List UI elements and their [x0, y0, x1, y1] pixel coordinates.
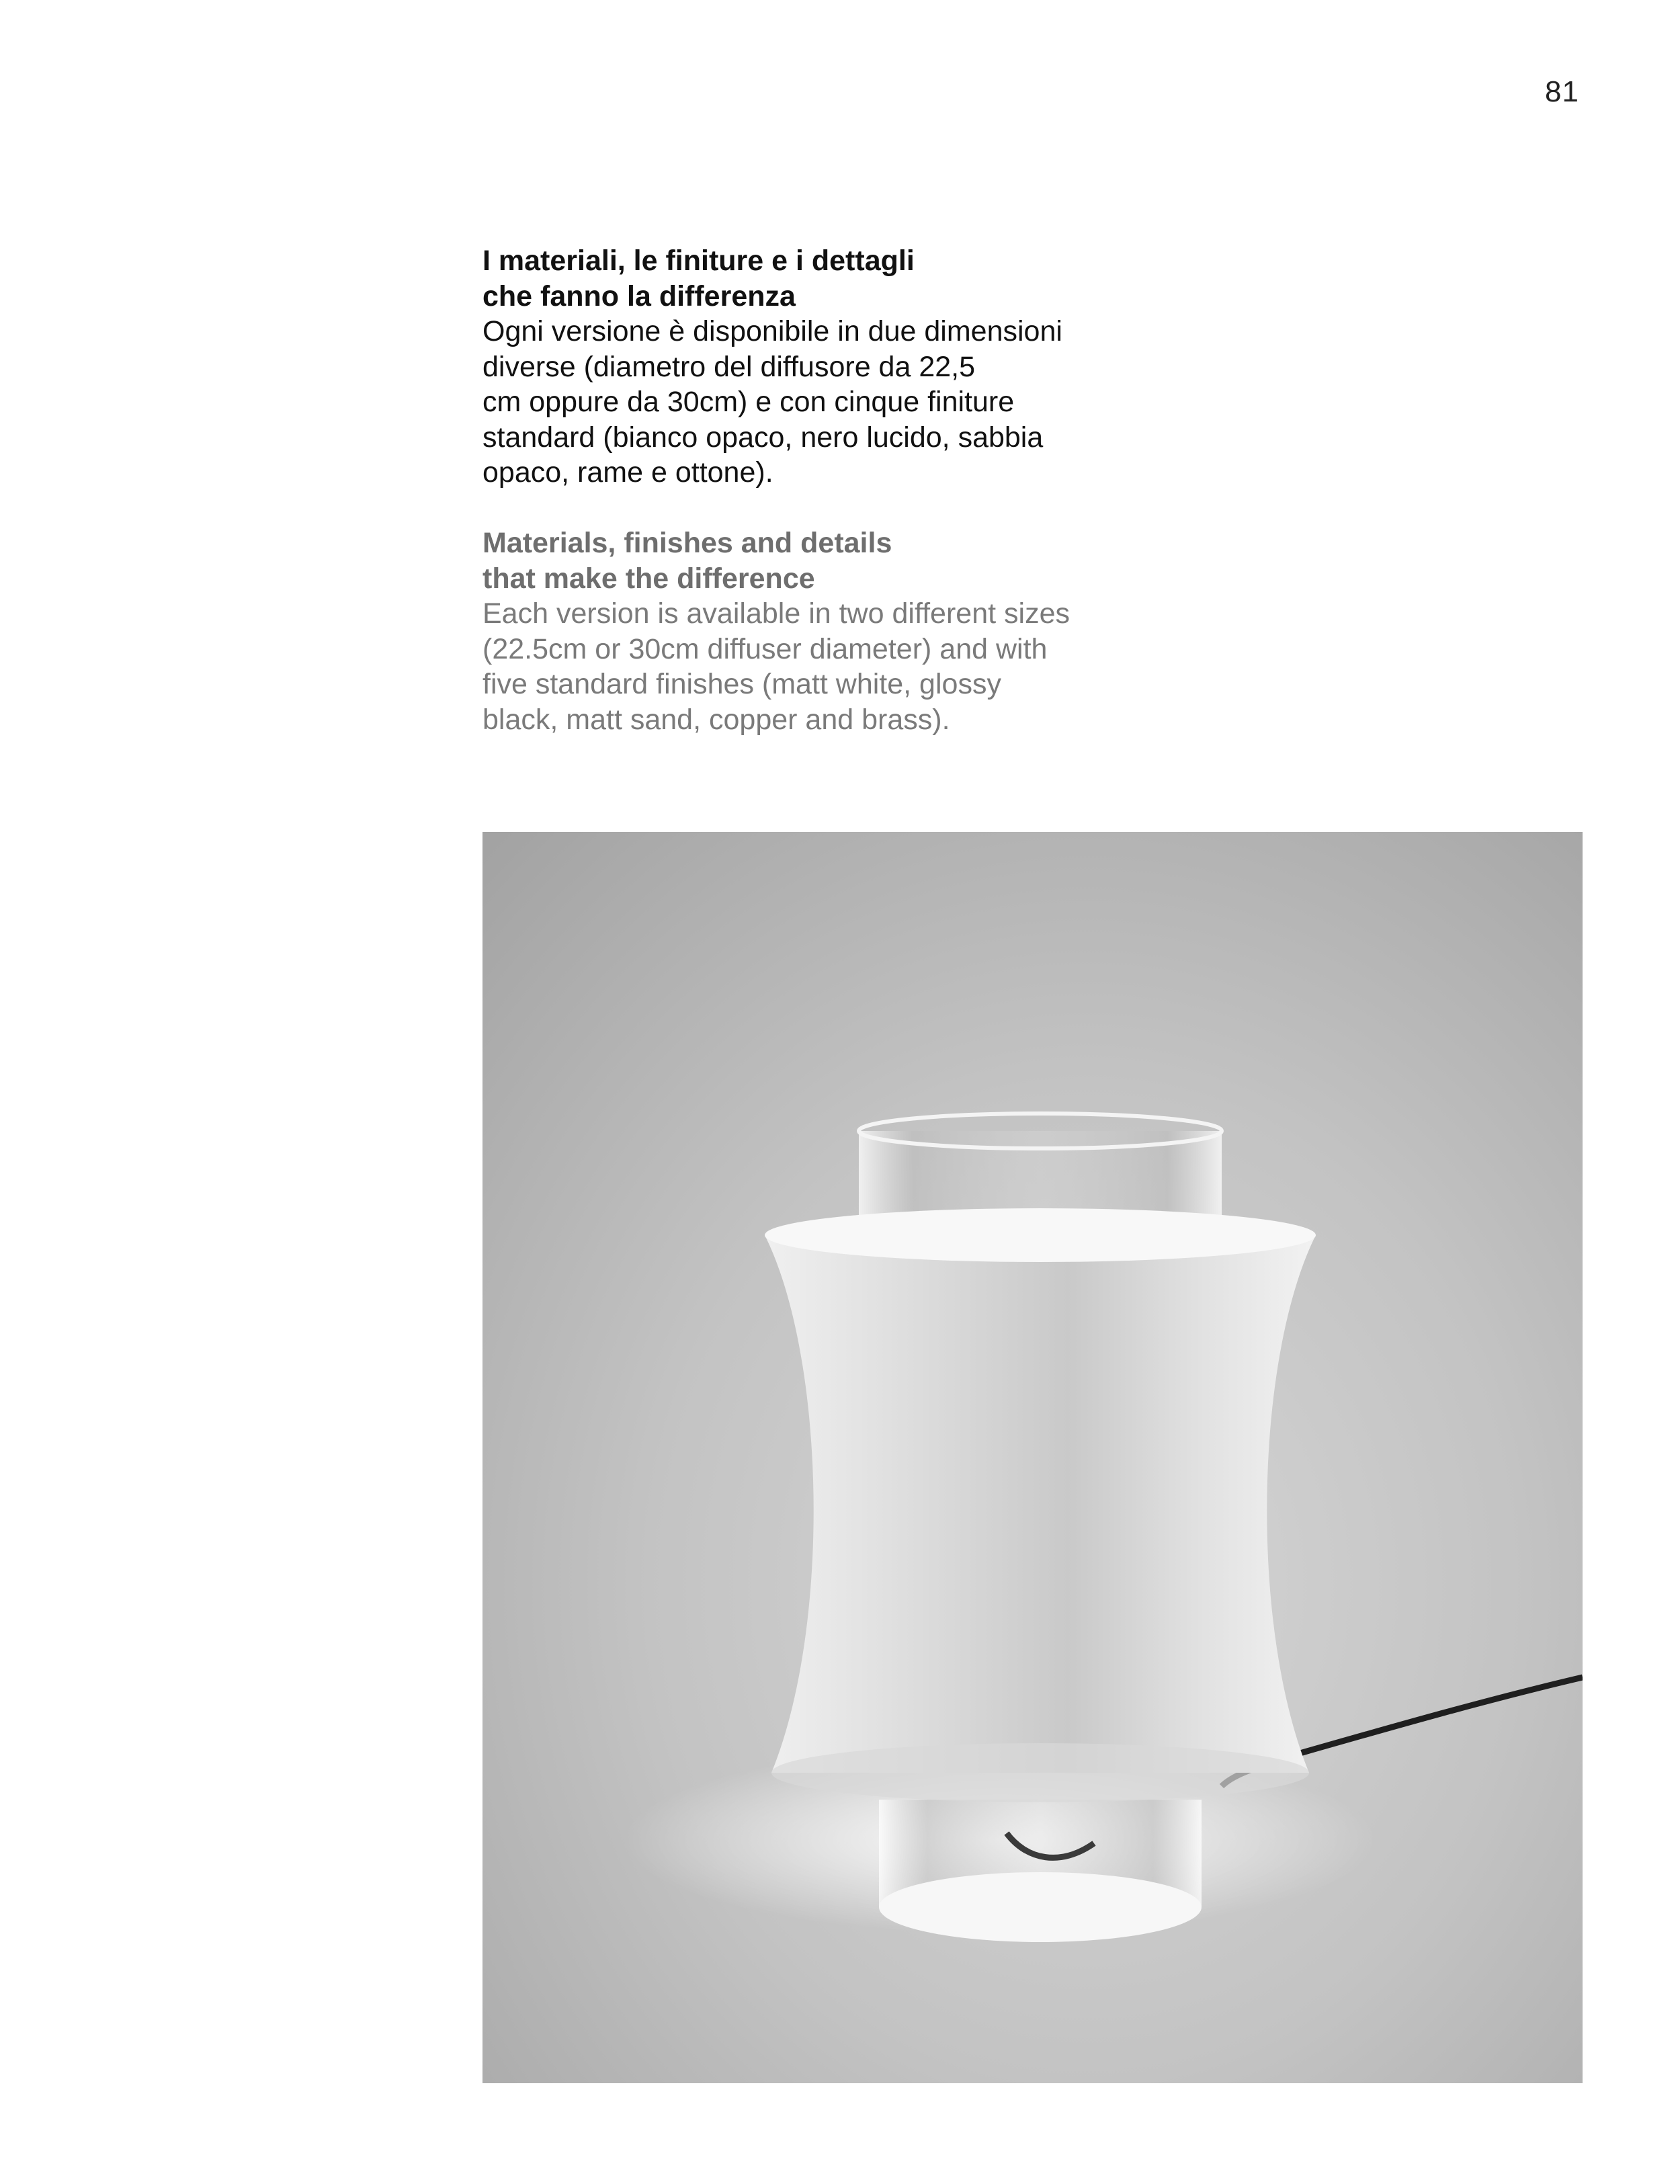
italian-body-line: diverse (diametro del diffusore da 22,5 [482, 350, 976, 383]
italian-heading-line: I materiali, le finiture e i dettagli [482, 245, 915, 277]
italian-body-line: standard (bianco opaco, nero lucido, sabbia [482, 421, 1044, 454]
italian-text-block [482, 243, 1074, 491]
italian-body-line: cm oppure da 30cm) e con cinque finiture [482, 386, 1015, 418]
shade-bottom-edge [771, 1743, 1309, 1802]
bottom-glass-base [879, 1872, 1202, 1942]
italian-body-line: Ogni versione è disponibile in due dimensioni [482, 315, 1062, 347]
english-body-line: black, matt sand, copper and brass). [482, 703, 950, 736]
english-heading-line: that make the difference [482, 562, 815, 595]
lamp-shade [765, 1235, 1316, 1773]
italian-heading [482, 243, 1074, 314]
english-body-line: five standard finishes (matt white, glossy [482, 668, 1001, 700]
english-heading [482, 526, 1074, 596]
shade-top-edge [765, 1208, 1316, 1262]
italian-heading-line: che fanno la differenza [482, 280, 796, 312]
english-body-line: (22.5cm or 30cm diffuser diameter) and with [482, 632, 1048, 665]
italian-body-line: opaco, rame e ottone). [482, 456, 773, 489]
lamp-icon [482, 832, 1583, 2083]
english-text-block [482, 526, 1074, 737]
italian-body [482, 314, 1074, 491]
english-body [482, 596, 1074, 737]
page-number: 81 [1545, 75, 1579, 108]
english-body-line: Each version is available in two different sizes [482, 597, 1070, 630]
english-heading-line: Materials, finishes and details [482, 527, 892, 559]
product-photo [482, 832, 1583, 2083]
